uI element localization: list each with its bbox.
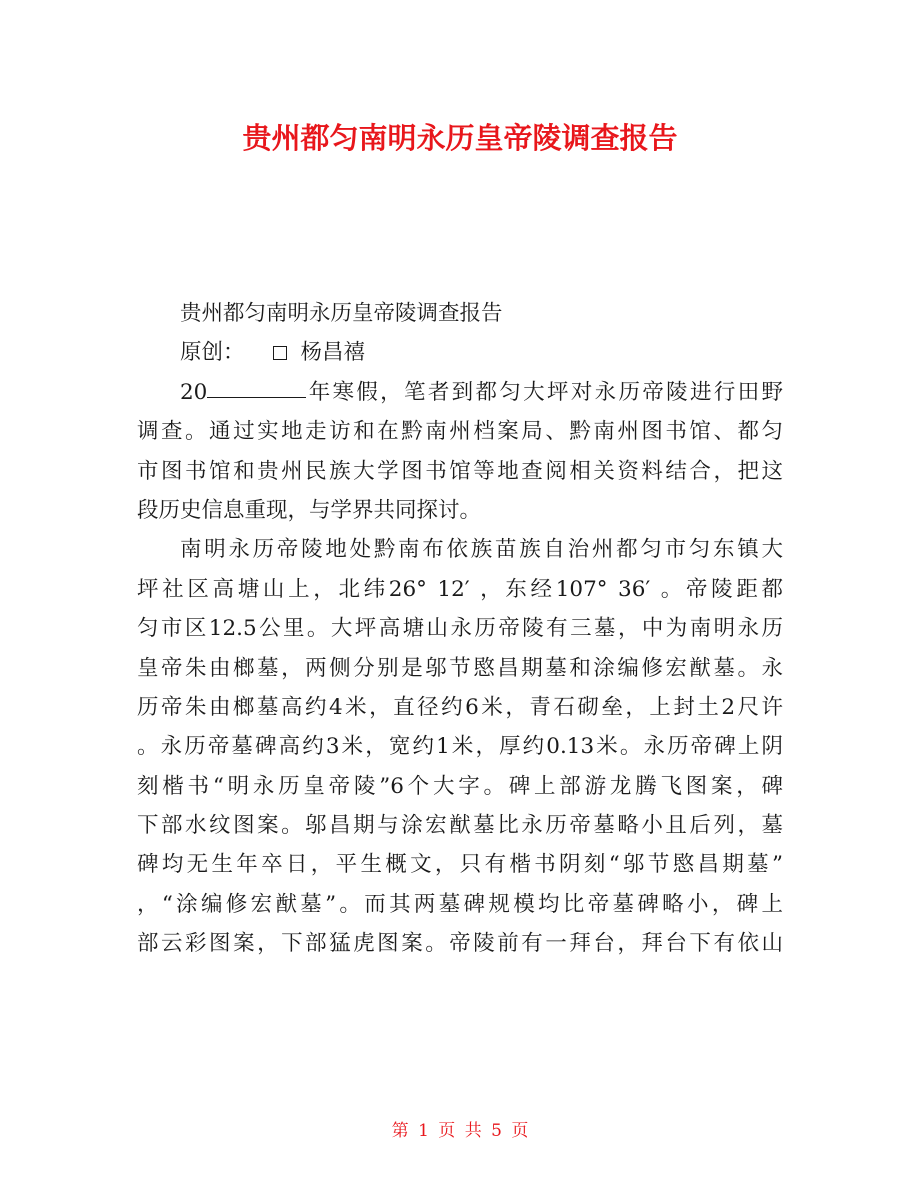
author-name: 杨昌禧 (300, 340, 366, 366)
paragraph-2-line: 皇帝朱由榔墓，两侧分别是邬节愍昌期墓和涂编修宏猷墓。永 (137, 655, 783, 681)
document-body (137, 294, 783, 964)
paragraph-2-line: ，“涂编修宏猷墓”。而其两墓碑规模均比帝墓碑略小，碑上 (137, 891, 783, 917)
page-footer: 第 1 页 共 5 页 (391, 1121, 529, 1141)
author-line (137, 333, 783, 372)
paragraph-2-line: 。永历帝墓碑高约3米，宽约1米，厚约0.13米。永历帝碑上阴 (137, 734, 783, 760)
paragraph-2-line: 匀市区12.5公里。大坪高塘山永历帝陵有三墓，中为南明永历 (137, 616, 783, 642)
year-prefix: 20 (180, 379, 208, 405)
paragraph-1-line-1 (137, 373, 783, 412)
document-title: 贵州都匀南明永历皇帝陵调查报告 (242, 121, 678, 155)
author-label: 原创： (180, 340, 245, 366)
paragraph-2-line: 坪社区高塘山上，北纬26° 12′ ，东经107° 36′ 。帝陵距都 (137, 576, 783, 602)
paragraph-2-line: 南明永历帝陵地处黔南布依族苗族自治州都匀市匀东镇大 (180, 537, 783, 563)
paragraph-1-line-1-text: 年寒假，笔者到都匀大坪对永历帝陵进行田野 (306, 379, 783, 405)
paragraph-2-line: 部云彩图案，下部猛虎图案。帝陵前有一拜台，拜台下有依山 (137, 931, 783, 957)
paragraph-1-line: 调查。通过实地走访和在黔南州档案局、黔南州图书馆、都匀 (137, 419, 783, 445)
paragraph-1-line: 市图书馆和贵州民族大学图书馆等地查阅相关资料结合，把这 (137, 458, 783, 484)
paragraph-2-line: 历帝朱由榔墓高约4米，直径约6米，青石砌垒，上封土2尺许 (137, 694, 783, 720)
document-subtitle: 贵州都匀南明永历皇帝陵调查报告 (180, 301, 503, 326)
paragraph-2-line: 刻楷书“明永历皇帝陵”6个大字。碑上部游龙腾飞图案，碑 (137, 773, 783, 799)
paragraph-2-line: 碑均无生年卒日，平生概文，只有楷书阴刻“邬节愍昌期墓” (137, 852, 783, 878)
checkbox-icon (273, 346, 287, 360)
paragraph-2-line: 下部水纹图案。邬昌期与涂宏猷墓比永历帝墓略小且后列，墓 (137, 813, 783, 839)
year-blank (207, 377, 306, 398)
paragraph-1-line: 段历史信息重现，与学界共同探讨。 (137, 497, 482, 523)
